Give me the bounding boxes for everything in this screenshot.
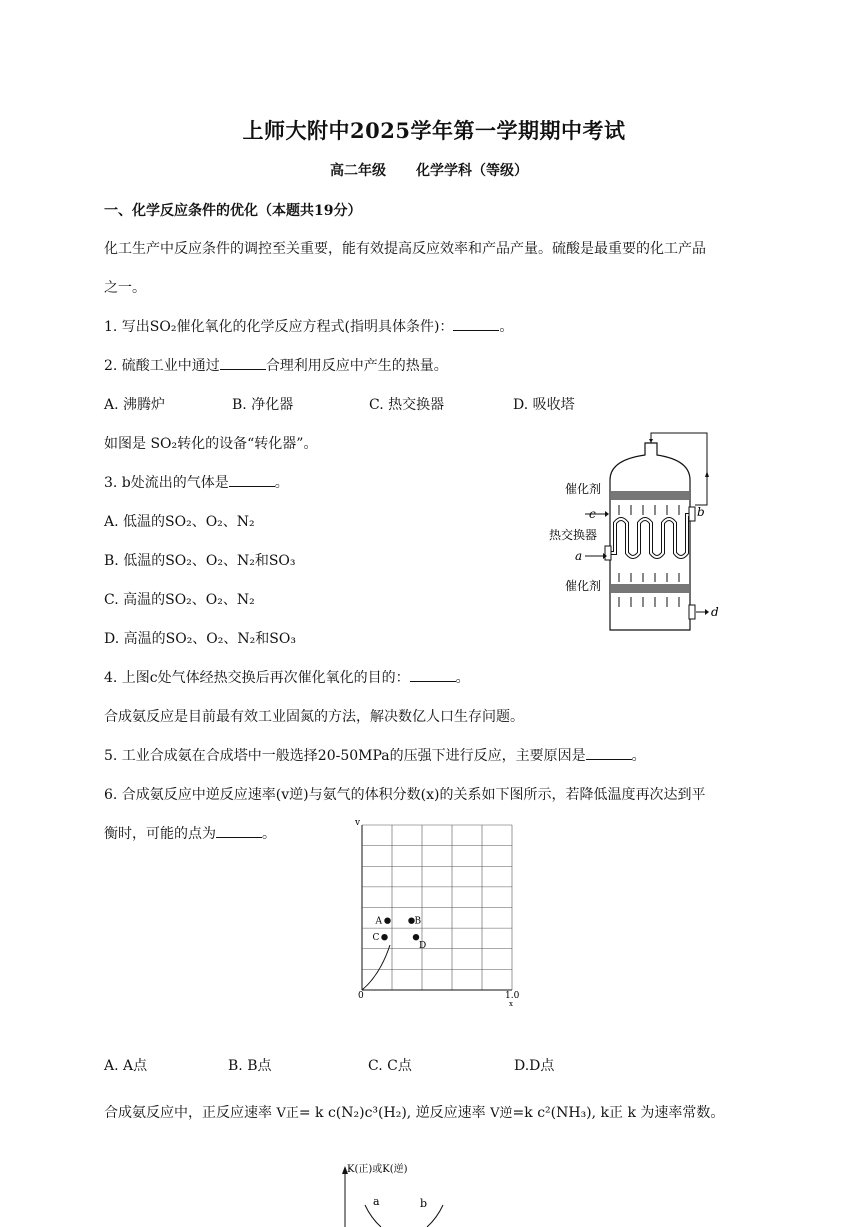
x-tick-1: 1.0 <box>505 991 520 1001</box>
y-axis-label: v <box>355 818 361 828</box>
point-label-c: C <box>372 933 380 944</box>
label-d: d <box>711 605 719 619</box>
question-2-post: 合理利用反应中产生的热量。 <box>265 358 448 374</box>
rate-line <box>104 1102 724 1122</box>
question-5-end: 。 <box>631 748 646 764</box>
q2-option-d[interactable]: D. 吸收塔 <box>513 397 575 413</box>
subject-label: 化学学科（等级） <box>416 163 528 179</box>
answer-blank-5[interactable] <box>586 747 632 760</box>
q6-option-a[interactable]: A. A点 <box>104 1058 148 1074</box>
question-2 <box>104 355 448 375</box>
question-3-end: 。 <box>274 475 289 491</box>
question-2-pre: 2. 硫酸工业中通过 <box>104 358 220 374</box>
intro-line-2: 之一。 <box>104 280 146 296</box>
label-c: c <box>589 507 596 521</box>
answer-blank-1[interactable] <box>453 318 499 331</box>
q6-option-b[interactable]: B. B点 <box>228 1058 272 1074</box>
curve-a-label: a <box>373 1195 380 1208</box>
point-label-b: B <box>414 916 422 927</box>
point-a <box>384 918 390 924</box>
q6-option-d[interactable]: D.D点 <box>514 1058 555 1074</box>
question-3-text: 3. b处流出的气体是 <box>104 475 229 491</box>
eq-forward: = k c(N₂)c³(H₂), <box>298 1105 412 1121</box>
curve-b <box>427 1205 443 1227</box>
curve-b-label: b <box>420 1197 428 1210</box>
label-a: a <box>575 549 583 563</box>
label-catalyst-top: 催化剂 <box>565 482 602 496</box>
q3-option-c[interactable]: C. 高温的SO₂、O₂、N₂ <box>104 592 255 608</box>
rate-curve <box>362 945 390 990</box>
rate-line-pre: 合成氨反应中，正反应速率 <box>104 1105 272 1121</box>
answer-blank-6[interactable] <box>216 825 262 838</box>
converter-diagram <box>545 425 725 635</box>
catalyst-layer-top <box>611 491 689 500</box>
section-heading: 一、化学反应条件的优化（本题共19分） <box>104 203 362 219</box>
q3-option-b[interactable]: B. 低温的SO₂、O₂、N₂和SO₃ <box>104 553 296 569</box>
label-catalyst-bottom: 催化剂 <box>565 579 602 593</box>
question-3 <box>104 472 289 492</box>
question-4 <box>104 667 470 687</box>
eq-reverse: =k c²(NH₃), k正 k <box>512 1105 636 1121</box>
catalyst-layer-bottom <box>611 584 689 593</box>
rate-chart <box>350 815 530 1015</box>
question-1-text: 1. 写出SO₂催化氧化的化学反应方程式(指明具体条件)： <box>104 319 454 335</box>
point-d <box>413 934 419 940</box>
chart-grid <box>362 825 512 990</box>
rate-constant-y-label: K(正)或K(逆) <box>347 1164 408 1175</box>
x-tick-0: 0 <box>358 991 364 1001</box>
v-forward: V正 <box>276 1106 299 1121</box>
x-axis-label: x <box>509 1000 513 1008</box>
question-5-text: 5. 工业合成氨在合成塔中一般选择20-50MPa的压强下进行反应，主要原因是 <box>104 748 586 764</box>
answer-blank-2[interactable] <box>220 357 266 370</box>
answer-blank-3[interactable] <box>229 474 275 487</box>
curve-a <box>365 1205 381 1227</box>
converter-intro: 如图是 SO₂转化的设备“转化器”。 <box>104 436 318 452</box>
intro-line-1: 化工生产中反应条件的调控至关重要，能有效提高反应效率和产品产量。硫酸是最重要的化工产品 <box>104 241 706 257</box>
q6-option-c[interactable]: C. C点 <box>368 1058 412 1074</box>
answer-blank-4[interactable] <box>410 669 456 682</box>
question-6-end: 。 <box>262 826 276 842</box>
q2-option-c[interactable]: C. 热交换器 <box>369 397 445 413</box>
rate-line-mid: 逆反应速率 <box>415 1105 486 1121</box>
q3-option-a[interactable]: A. 低温的SO₂、O₂、N₂ <box>104 514 255 530</box>
question-5 <box>104 745 646 765</box>
question-6-line-1: 6. 合成氨反应中逆反应速率(v逆)与氨气的体积分数(x)的关系如下图所示，若降低温度再次达到平 <box>104 787 706 803</box>
q2-option-a[interactable]: A. 沸腾炉 <box>104 397 166 413</box>
question-4-text: 4. 上图c处气体经热交换后再次催化氧化的目的： <box>104 670 410 686</box>
v-reverse: V逆 <box>490 1106 513 1121</box>
question-4-end: 。 <box>455 670 470 686</box>
ammonia-intro: 合成氨反应是目前最有效工业固氮的方法，解决数亿人口生存问题。 <box>104 709 524 725</box>
q3-option-d[interactable]: D. 高温的SO₂、O₂、N₂和SO₃ <box>104 631 296 647</box>
point-label-d: D <box>419 941 427 952</box>
q2-option-b[interactable]: B. 净化器 <box>232 397 294 413</box>
page-title: 上师大附中2025学年第一学期期中考试 <box>242 118 626 143</box>
question-1-end: 。 <box>499 319 514 335</box>
rate-constant-chart <box>335 1160 475 1227</box>
rate-line-post: 为速率常数。 <box>640 1105 725 1121</box>
grade-label: 高二年级 <box>330 163 386 179</box>
label-b: b <box>697 505 705 519</box>
point-label-a: A <box>375 916 382 927</box>
question-6-line-2 <box>104 823 276 843</box>
question-1 <box>104 316 513 336</box>
label-heat-exchanger: 热交换器 <box>549 528 598 542</box>
point-c <box>381 934 387 940</box>
question-6-text: 衡时，可能的点为 <box>104 826 216 842</box>
